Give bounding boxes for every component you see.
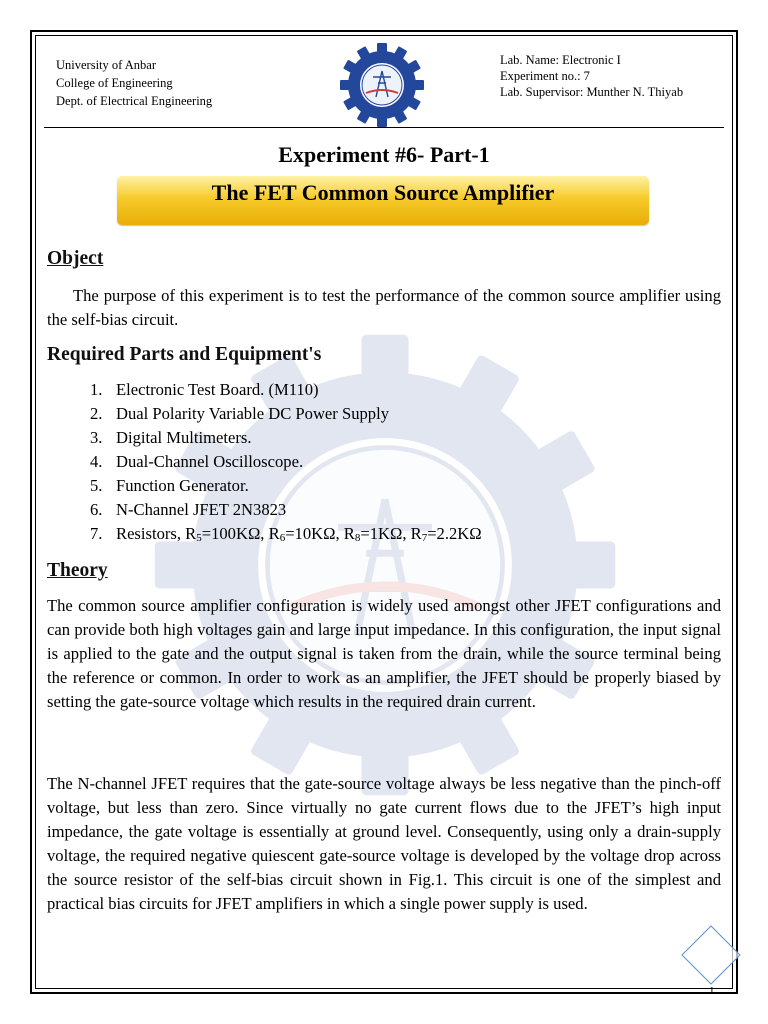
r8-subscript: 8 [354, 532, 361, 544]
item-number: 4. [90, 452, 103, 471]
object-text: The purpose of this experiment is to test the performance of the common source amplifier using the self-bias circuit. [47, 286, 721, 329]
page-number: 1 [709, 985, 715, 997]
item-text: Function Generator. [116, 476, 249, 495]
list-item [90, 498, 482, 522]
list-item-resistors [90, 522, 482, 550]
item-number: 7. [90, 524, 103, 543]
r8-value: =1KΩ, [360, 524, 411, 543]
r6-symbol: R [268, 524, 280, 543]
theory-paragraph-2: The N-channel JFET requires that the gate-source voltage always be less negative than the pinch-off voltage, but less than zero. Since virtually no gate current flows due to the JFET’s high input impedance, the gate voltage is essentially at ground level. Consequently, using only a drain-supply voltage, the required negative quiescent gate-source voltage is developed by the voltage drop across the source resistor of the self-bias circuit shown in Fig.1. This circuit is one of the simplest and practical bias circuits for JFET amplifiers in which a single power supply is used. [47, 774, 721, 913]
list-item [90, 426, 482, 450]
item-number: 5. [90, 476, 103, 495]
item-text: Dual Polarity Variable DC Power Supply [116, 404, 390, 423]
list-item [90, 402, 482, 426]
r7-symbol: R [410, 524, 422, 543]
object-paragraph [47, 284, 721, 332]
r8-symbol: R [343, 524, 355, 543]
lab-name: Lab. Name: Electronic I [500, 53, 621, 67]
parts-heading: Required Parts and Equipment's [47, 344, 322, 365]
object-heading: Object [47, 248, 104, 269]
item-text: Dual-Channel Oscilloscope. [116, 452, 304, 471]
item-text: Digital Multimeters. [116, 428, 252, 447]
theory-paragraph-1: The common source amplifier configuration is widely used amongst other JFET configurations and can provide both high voltages gain and large input impedance. In this configuration, the input signal is applied to the gate and the output signal is taken from the drain, while the source terminal being the reference or common. In order to work as an amplifier, the JFET should be properly biased by setting the gate-source voltage which results in the required drain current. [47, 596, 721, 711]
r6-subscript: 6 [279, 532, 286, 544]
item-number: 2. [90, 404, 103, 423]
item-text: N-Channel JFET 2N3823 [116, 500, 287, 519]
theory-heading: Theory [47, 560, 108, 581]
header-divider [44, 127, 724, 128]
r5-subscript: 5 [196, 532, 202, 544]
lab-supervisor: Lab. Supervisor: Munther N. Thiyab [500, 85, 684, 99]
r5-symbol: R [185, 524, 197, 543]
list-item [90, 474, 482, 498]
resistors-prefix: Resistors, [116, 524, 186, 543]
r6-value: =10KΩ, [285, 524, 344, 543]
r7-value: =2.2KΩ [427, 524, 482, 543]
r5-value: =100KΩ, [201, 524, 269, 543]
item-text: Electronic Test Board. (M110) [116, 380, 319, 399]
lab-info-block [500, 52, 683, 100]
banner-title: The FET Common Source Amplifier [211, 180, 555, 205]
university-name: University of Anbar [56, 58, 156, 72]
item-number: 3. [90, 428, 103, 447]
item-number: 1. [90, 380, 103, 399]
department-logo [340, 43, 424, 127]
list-item [90, 378, 482, 402]
r7-subscript: 7 [421, 532, 428, 544]
college-name: College of Engineering [56, 76, 173, 90]
experiment-title: Experiment #6- Part-1 [278, 142, 490, 167]
experiment-number: Experiment no.: 7 [500, 69, 590, 83]
institution-block [56, 56, 212, 110]
department-name: Dept. of Electrical Engineering [56, 94, 213, 108]
list-item [90, 450, 482, 474]
item-number: 6. [90, 500, 103, 519]
parts-list [90, 378, 482, 550]
